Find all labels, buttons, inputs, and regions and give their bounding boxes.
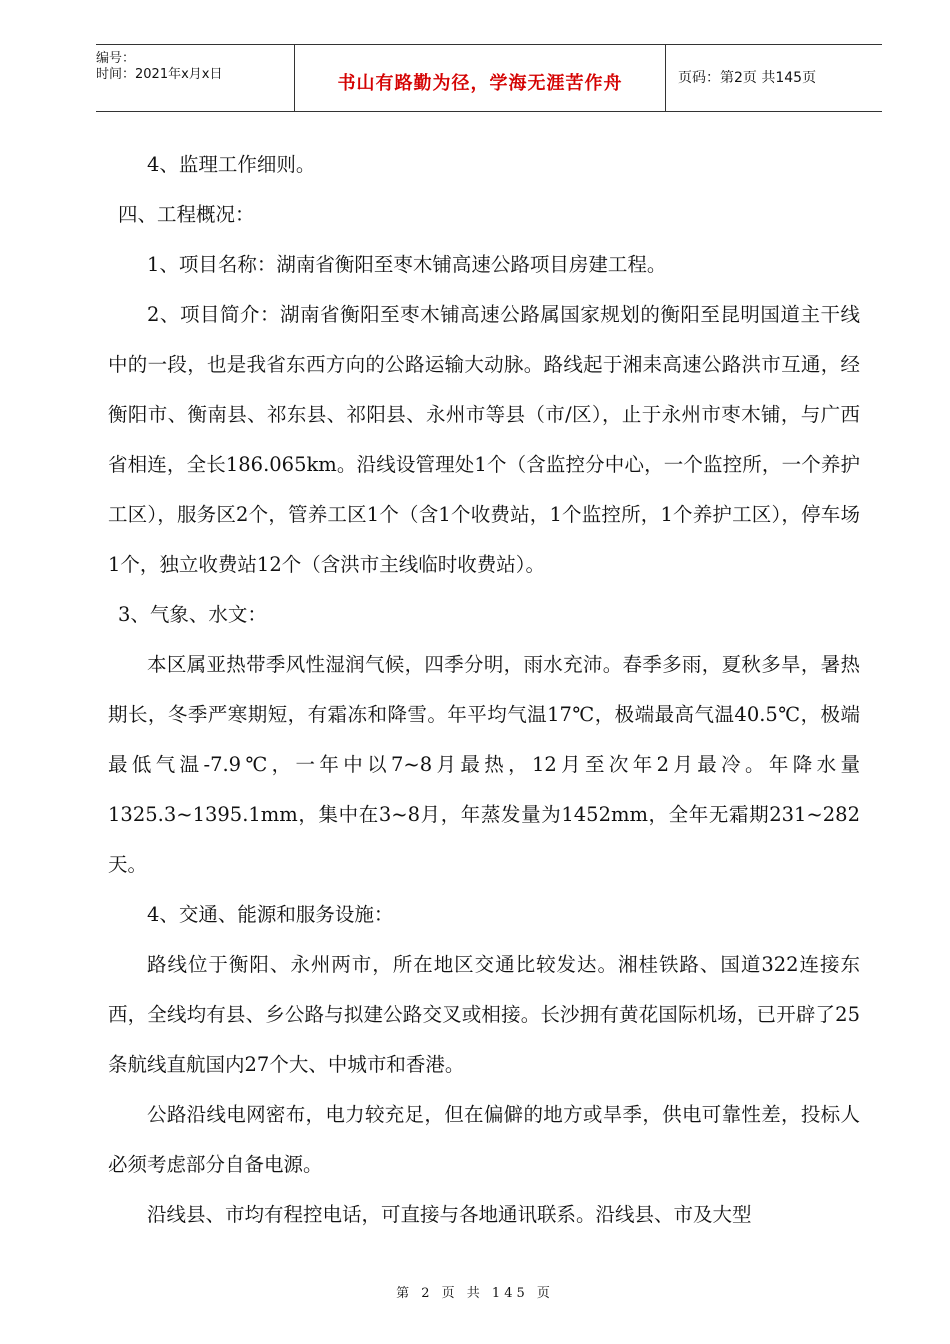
paragraph-power: 公路沿线电网密布，电力较充足，但在偏僻的地方或旱季，供电可靠性差，投标人必须考虑部分自备电源。 — [108, 1103, 860, 1176]
paragraph-telecom: 沿线县、市均有程控电话，可直接与各地通讯联系。沿线县、市及大型 — [147, 1203, 752, 1226]
serial-label: 编号： — [96, 51, 136, 66]
paragraph-transport: 路线位于衡阳、永州两市，所在地区交通比较发达。湘桂铁路、国道322连接东西，全线均有县、乡公路与拟建公路交叉或相接。长沙拥有黄花国际机场，已开辟了25条航线直航国内27个大、中城市和香港。 — [108, 953, 860, 1076]
header-motto: 书山有路勤为径，学海无涯苦作舟 — [337, 73, 623, 94]
header-meta — [96, 45, 294, 117]
page-header — [96, 44, 882, 112]
document-body — [108, 140, 860, 1240]
paragraph-project-intro: 2、项目简介：湖南省衡阳至枣木铺高速公路属国家规划的衡阳至昆明国道主干线中的一段，也是我省东西方向的公路运输大动脉。路线起于湘耒高速公路洪市互通，经衡阳市、衡南县、祁东县、祁阳县、永州市等县（市/区），止于永州市枣木铺，与广西省相连，全长186.065km。沿线设管理处1个（含监控分中心，一个监控所，一个养护工区），服务区2个，管养工区1个（含1个收费站，1个监控所，1个养护工区），停车场1个，独立收费站12个（含洪市主线临时收费站）。 — [108, 303, 860, 576]
paragraph-climate: 本区属亚热带季风性湿润气候，四季分明，雨水充沛。春季多雨，夏秋多旱，暑热期长，冬季严寒期短，有霜冻和降雪。年平均气温17℃，极端最高气温40.5℃，极端最低气温-7.9℃，一年中以7~8月最热，12月至次年2月最冷。年降水量1325.3~1395.1mm，集中在3~8月，年蒸发量为1452mm，全年无霜期231~282天。 — [108, 653, 860, 876]
header-motto-cell — [294, 45, 666, 111]
section-heading-overview: 四、工程概况： — [118, 203, 255, 226]
paragraph-project-name: 1、项目名称：湖南省衡阳至枣木铺高速公路项目房建工程。 — [147, 253, 667, 276]
page-footer: 第 2 页 共 145 页 — [396, 1286, 554, 1301]
subheading-climate: 3、气象、水文： — [118, 603, 267, 626]
time-label: 时间：2021年x月x日 — [96, 67, 223, 82]
paragraph-item-4: 4、监理工作细则。 — [147, 153, 316, 176]
subheading-transport: 4、交通、能源和服务设施： — [147, 903, 394, 926]
header-page-info: 页码：第2页 共145页 — [678, 70, 817, 86]
